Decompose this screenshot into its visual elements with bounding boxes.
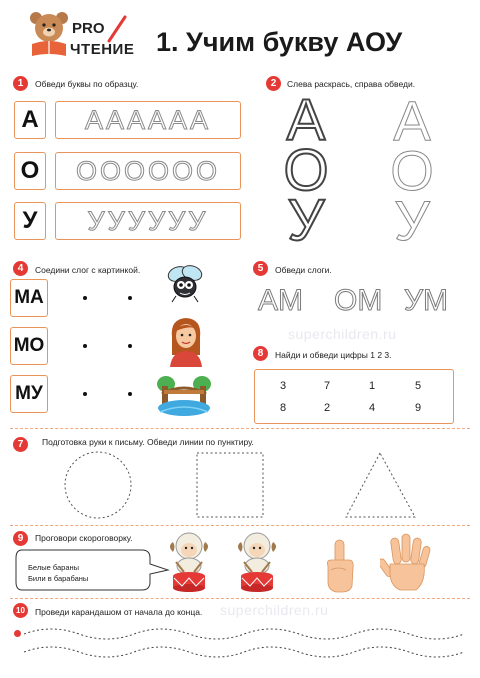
digit[interactable]: 8 — [280, 402, 287, 414]
sample-letter-o: О — [14, 152, 46, 190]
task-instruction-2: Слева раскрась, справа обведи. — [287, 79, 416, 89]
task-number-2: 2 — [266, 76, 281, 91]
trace-wave-lines[interactable] — [24, 618, 470, 674]
digits-box — [254, 369, 454, 424]
connect-dot-left-1[interactable] — [83, 296, 87, 300]
section-divider — [10, 428, 470, 429]
trace-row-a[interactable]: АААААА — [55, 101, 241, 139]
task-instruction-9: Проговори скороговорку. — [35, 533, 133, 543]
task-number-1: 1 — [13, 76, 28, 91]
color-letter-a[interactable]: А — [286, 88, 326, 153]
tongue-twister-line-2: Били в барабаны — [28, 574, 89, 583]
trace-circle — [65, 452, 131, 518]
trace-big-letter-o[interactable]: О — [390, 139, 434, 202]
syllable-ma: МА — [10, 279, 48, 317]
logo-reading-text: ЧТЕНИЕ — [70, 41, 135, 58]
connect-dot-left-2[interactable] — [83, 344, 87, 348]
trace-syllable-am[interactable]: АМ — [258, 284, 303, 317]
trace-row-u[interactable]: УУУУУУ — [55, 202, 241, 240]
digit[interactable]: 2 — [324, 402, 331, 414]
bridge-icon — [156, 372, 212, 418]
color-letter-u[interactable]: У — [287, 188, 325, 253]
syllable-mo: МО — [10, 327, 48, 365]
digit[interactable]: 3 — [280, 380, 287, 392]
task-number-7: 7 — [13, 437, 28, 452]
sheep-drummer-icon — [164, 532, 214, 596]
fly-icon — [160, 264, 210, 304]
hand-one-icon — [322, 538, 358, 594]
trace-row-o[interactable]: ОООООО — [55, 152, 241, 190]
trace-triangle — [346, 453, 415, 517]
trace-wave-upper — [24, 629, 464, 639]
connect-dot-left-3[interactable] — [83, 392, 87, 396]
connect-dot-right-3[interactable] — [128, 392, 132, 396]
page-title: 1. Учим букву АОУ — [156, 27, 403, 57]
connect-dot-right-2[interactable] — [128, 344, 132, 348]
start-point — [14, 630, 21, 637]
task-number-5: 5 — [253, 261, 268, 276]
trace-syllable-om[interactable]: ОМ — [334, 284, 383, 317]
hand-five-icon — [380, 532, 436, 594]
section-divider — [10, 525, 470, 526]
task-number-9: 9 — [13, 531, 28, 546]
trace-syllable-um[interactable]: УМ — [404, 284, 449, 317]
sheep-drummer-icon — [232, 532, 282, 596]
trace-wave-lower — [24, 647, 464, 657]
tongue-twister-line-1: Белые бараны — [28, 563, 80, 572]
task-instruction-4: Соедини слог с картинкой. — [35, 265, 141, 275]
task-instruction-7: Подготовка руки к письму. Обведи линии по пунктиру. — [42, 437, 254, 447]
task-instruction-10: Проведи карандашом от начала до конца. — [35, 607, 203, 617]
trace-big-letter-u[interactable]: У — [394, 189, 430, 252]
digit[interactable]: 5 — [415, 380, 422, 392]
task-instruction-5: Обведи слоги. — [275, 265, 332, 275]
digit[interactable]: 4 — [369, 402, 376, 414]
connect-dot-right-1[interactable] — [128, 296, 132, 300]
task-number-10: 10 — [13, 603, 28, 618]
logo — [20, 10, 150, 62]
watermark: superchildren.ru — [220, 602, 329, 618]
logo-pro-text: PRO — [72, 20, 105, 37]
girl-icon — [166, 315, 206, 367]
trace-big-letter-a[interactable]: А — [393, 89, 431, 152]
sample-letter-u: У — [14, 202, 46, 240]
digit[interactable]: 7 — [324, 380, 331, 392]
bear-logo-icon — [26, 10, 72, 60]
digit[interactable]: 1 — [369, 380, 376, 392]
task-instruction-8: Найди и обведи цифры 1 2 3. — [275, 350, 392, 360]
task-instruction-1: Обведи буквы по образцу. — [35, 79, 139, 89]
task-number-4: 4 — [13, 261, 28, 276]
trace-square — [197, 453, 263, 517]
sample-letter-a: А — [14, 101, 46, 139]
task-number-8: 8 — [253, 346, 268, 361]
watermark: superchildren.ru — [288, 326, 397, 342]
color-letter-o[interactable]: О — [283, 138, 329, 203]
digit[interactable]: 9 — [415, 402, 422, 414]
trace-shapes[interactable] — [60, 450, 440, 520]
section-divider — [10, 598, 470, 599]
syllable-mu: МУ — [10, 375, 48, 413]
pencil-icon — [106, 14, 128, 44]
